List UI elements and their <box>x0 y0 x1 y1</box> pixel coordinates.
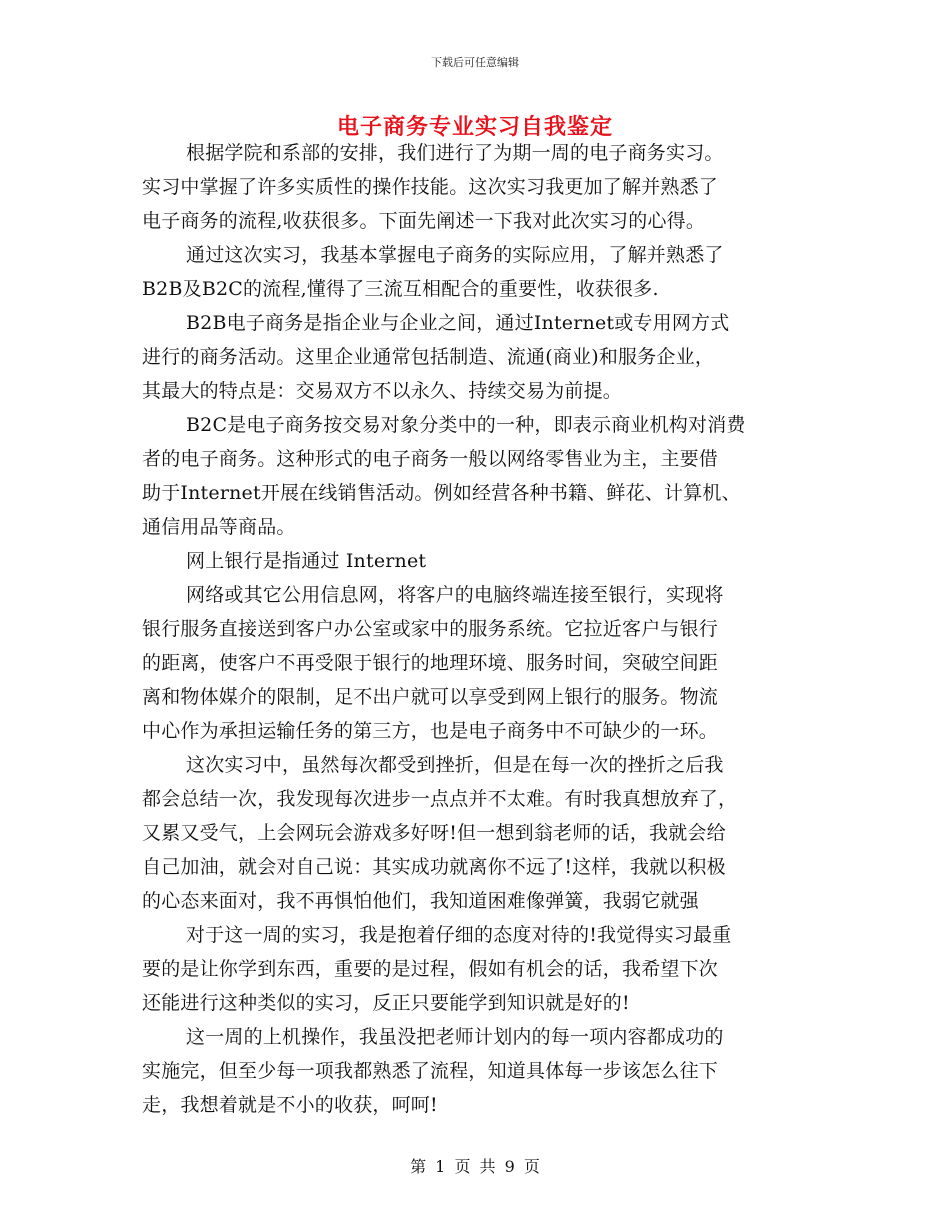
body-line: 其最大的特点是：交易双方不以永久、持续交易为前提。 <box>142 380 623 402</box>
body-line: 中心作为承担运输任务的第三方，也是电子商务中不可缺少的一环。 <box>142 720 719 742</box>
body-line: 实习中掌握了许多实质性的操作技能。这次实习我更加了解并熟悉了 <box>142 176 719 198</box>
body-line: 根据学院和系部的安排，我们进行了为期一周的电子商务实习。 <box>186 142 724 164</box>
body-line: 对于这一周的实习，我是抱着仔细的态度对待的!我觉得实习最重 <box>186 924 732 946</box>
body-line: 电子商务的流程,收获很多。下面先阐述一下我对此次实习的心得。 <box>142 210 706 232</box>
body-line: 这一周的上机操作，我虽没把老师计划内的每一项内容都成功的 <box>186 1026 724 1048</box>
body-line: B2B及B2C的流程,懂得了三流互相配合的重要性，收获很多. <box>142 278 659 300</box>
body-line: 自己加油，就会对自己说：其实成功就离你不远了!这样，我就以积极 <box>142 856 726 878</box>
body-line: 这次实习中，虽然每次都受到挫折，但是在每一次的挫折之后我 <box>186 754 724 776</box>
page-header: 下载后可任意编辑 <box>431 56 519 69</box>
body-line: 都会总结一次，我发现每次进步一点点并不太难。有时我真想放弃了， <box>142 788 738 810</box>
document-body <box>142 136 817 1122</box>
body-line: 实施完，但至少每一项我都熟悉了流程，知道具体每一步该怎么往下 <box>142 1060 719 1082</box>
body-line: 通信用品等商品。 <box>142 516 296 538</box>
body-line: 离和物体媒介的限制，足不出户就可以享受到网上银行的服务。物流 <box>142 686 719 708</box>
body-line: 进行的商务活动。这里企业通常包括制造、流通(商业)和服务企业， <box>142 346 715 368</box>
body-line: B2C是电子商务按交易对象分类中的一种，即表示商业机构对消费 <box>186 414 746 436</box>
body-line: 还能进行这种类似的实习，反正只要能学到知识就是好的! <box>142 992 630 1014</box>
body-line: 又累又受气，上会网玩会游戏多好呀!但一想到翁老师的话，我就会给 <box>142 822 726 844</box>
body-line: B2B电子商务是指企业与企业之间，通过Internet或专用网方式 <box>186 312 730 334</box>
body-line: 的距离，使客户不再受限于银行的地理环境、服务时间，突破空间距 <box>142 652 719 674</box>
body-line: 者的电子商务。这种形式的电子商务一般以网络零售业为主，主要借 <box>142 448 719 470</box>
body-line: 助于Internet开展在线销售活动。例如经营各种书籍、鲜花、计算机、 <box>142 482 741 504</box>
document-title: 电子商务专业实习自我鉴定 <box>336 115 613 140</box>
body-line: 的心态来面对，我不再惧怕他们，我知道困难像弹簧，我弱它就强 <box>142 890 699 912</box>
body-line: 走，我想着就是不小的收获，呵呵! <box>142 1094 438 1116</box>
body-line: 网络或其它公用信息网，将客户的电脑终端连接至银行，实现将 <box>186 584 724 606</box>
body-line: 要的是让你学到东西，重要的是过程，假如有机会的话，我希望下次 <box>142 958 719 980</box>
body-line: 网上银行是指通过 Internet <box>186 550 427 572</box>
page-footer: 第 1 页 共 9 页 <box>410 1157 540 1176</box>
body-line: 银行服务直接送到客户办公室或家中的服务系统。它拉近客户与银行 <box>142 618 719 640</box>
body-line: 通过这次实习，我基本掌握电子商务的实际应用，了解并熟悉了 <box>186 244 724 266</box>
